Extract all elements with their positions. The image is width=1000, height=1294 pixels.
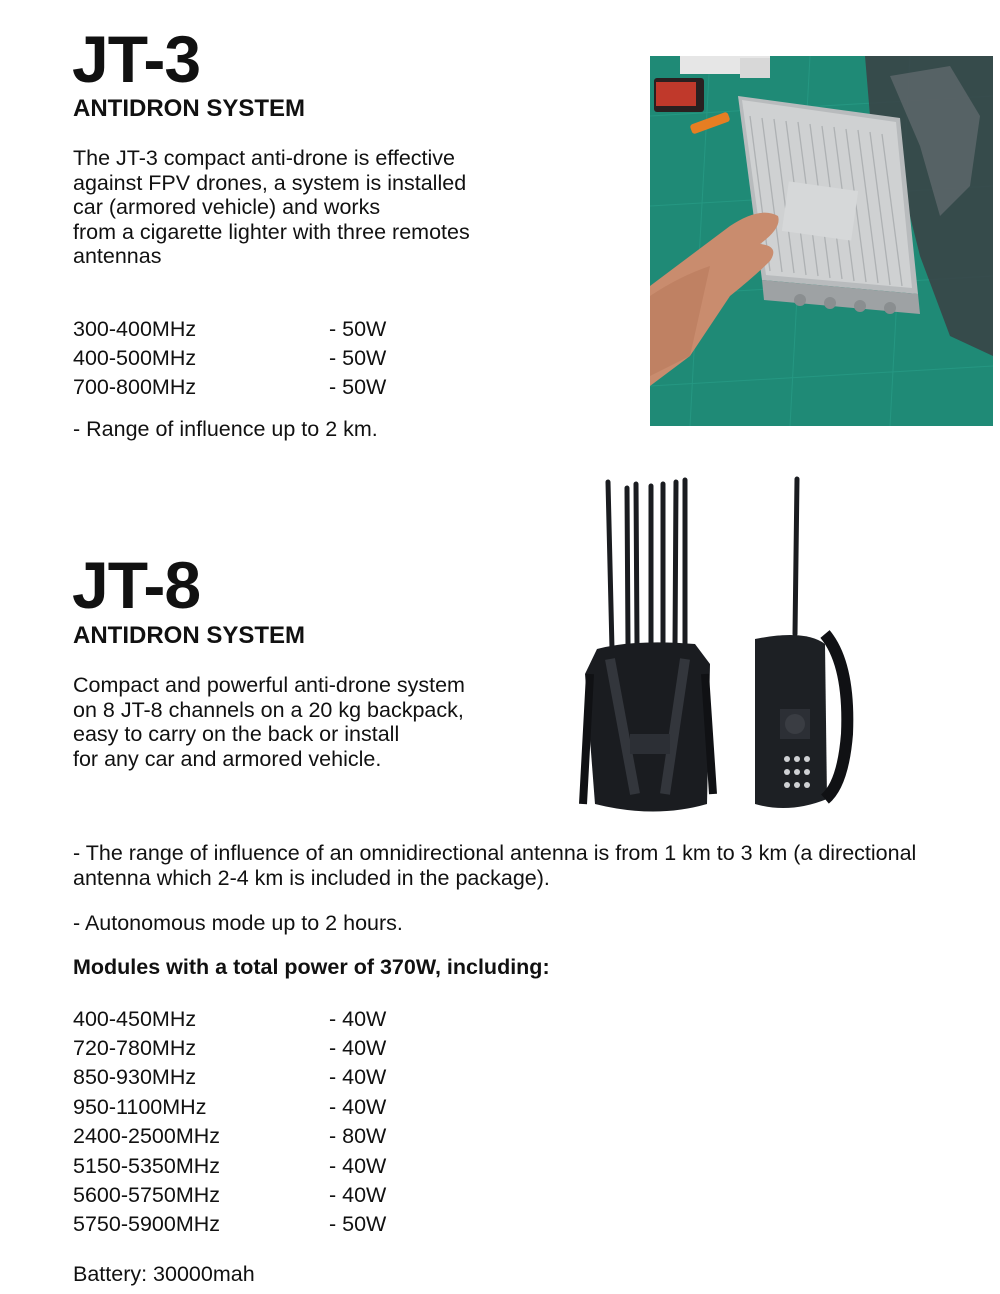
jt3-description-line: antennas [73,244,162,268]
jt8-backpack-illustration [575,474,865,819]
spec-band: 5750-5900MHz [73,1212,221,1236]
spec-power: - 50W [329,346,387,370]
spec-band: 5600-5750MHz [73,1183,221,1207]
jt3-description-line: The JT-3 compact anti-drone is effective [73,146,456,170]
jt8-description-line: on 8 JT-8 channels on a 20 kg backpack, [73,697,464,722]
spec-row [73,1154,387,1178]
spec-power: - 40W [329,1007,387,1031]
jt3-model-title: JT-3 [72,22,201,96]
jt3-description [73,146,470,269]
spec-row [73,317,387,341]
spec-band: 700-800MHz [73,375,197,399]
jt8-model-title: JT-8 [72,548,201,622]
spec-power: - 40W [329,1183,387,1207]
spec-power: - 40W [329,1036,387,1060]
spec-band: 400-450MHz [73,1007,197,1031]
spec-power: - 50W [329,317,387,341]
jt8-battery-note: Battery: 30000mah [73,1262,255,1286]
spec-power: - 40W [329,1095,387,1119]
jt8-subtitle: ANTIDRON SYSTEM [73,622,306,649]
spec-row [73,1065,387,1089]
jt8-description-line: Compact and powerful anti-drone system [73,673,465,697]
spec-band: 300-400MHz [73,317,197,341]
spec-row [73,1212,387,1236]
spec-band: 5150-5350MHz [73,1154,221,1178]
jt3-range-note: - Range of influence up to 2 km. [73,417,378,441]
spec-row [73,1095,387,1119]
spec-band: 720-780MHz [73,1036,197,1060]
spec-power: - 50W [329,1212,387,1236]
spec-band: 950-1100MHz [73,1095,207,1119]
spec-power: - 80W [329,1124,387,1148]
spec-row [73,1124,387,1148]
spec-row [73,1183,387,1207]
jt8-description-line: easy to carry on the back or install [73,722,400,746]
jt8-description [73,673,465,771]
spec-band: 850-930MHz [73,1065,197,1089]
jt8-range-line: antenna which 2-4 km is included in the package). [73,865,550,890]
jt8-range-note [73,841,916,890]
jt3-description-line: against FPV drones, a system is installed [73,170,467,195]
jt8-backpack-photo [575,474,865,819]
spec-power: - 50W [329,375,387,399]
spec-row [73,375,387,399]
spec-power: - 40W [329,1154,387,1178]
spec-power: - 40W [329,1065,387,1089]
jt8-autonomous-note: - Autonomous mode up to 2 hours. [73,911,403,935]
spec-row [73,1036,387,1060]
spec-band: 2400-2500MHz [73,1124,221,1148]
spec-row [73,1007,387,1031]
jt3-device-photo [650,56,993,426]
jt8-range-line: - The range of influence of an omnidirectional antenna is from 1 km to 3 km (a directional [73,841,917,865]
jt3-device-illustration [650,56,993,426]
jt8-modules-heading: Modules with a total power of 370W, including: [73,955,550,979]
jt3-description-line: car (armored vehicle) and works [73,195,381,219]
jt3-subtitle: ANTIDRON SYSTEM [73,95,306,122]
jt8-description-line: for any car and armored vehicle. [73,746,382,771]
spec-band: 400-500MHz [73,346,197,370]
jt3-description-line: from a cigarette lighter with three remotes [73,219,470,244]
spec-row [73,346,387,370]
